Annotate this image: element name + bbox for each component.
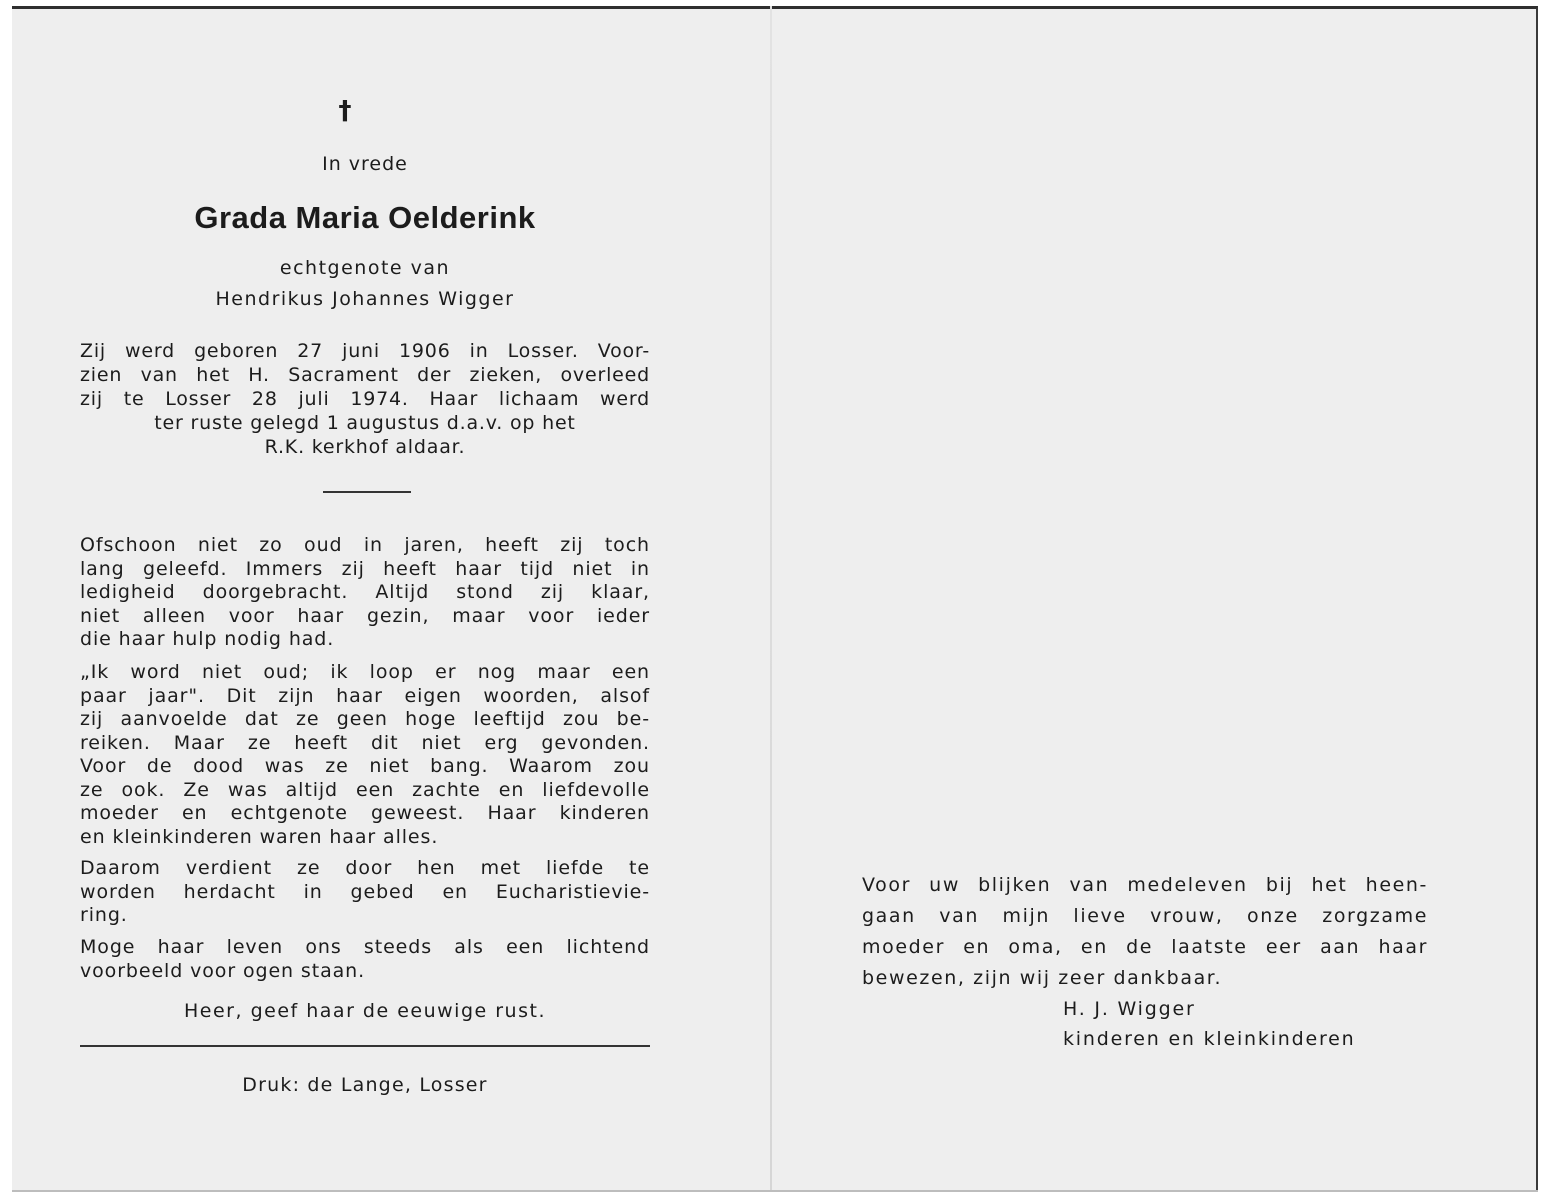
tribute-line: paar jaar". Dit zijn haar eigen woorden, alsof (80, 684, 650, 707)
deceased-name: Grada Maria Oelderink (194, 200, 536, 235)
bio-line: ter ruste gelegd 1 augustus d.a.v. op het (154, 412, 576, 434)
bio-line: zien van het H. Sacrament der zieken, overleed (80, 364, 650, 386)
spouse-name: Hendrikus Johannes Wigger (215, 288, 515, 310)
bio-line: zij te Losser 28 juli 1974. Haar lichaam werd (80, 388, 650, 410)
tribute-line: „Ik word niet oud; ik loop er nog maar een (80, 661, 650, 683)
tribute-line: ze ook. Ze was altijd een zachte en liefdevolle (80, 778, 650, 801)
printer-credit: Druk: de Lange, Losser (242, 1074, 488, 1096)
signature-family: kinderen en kleinkinderen (1063, 1028, 1356, 1050)
tribute-line: moeder en echtgenote geweest. Haar kinderen (80, 802, 650, 824)
tribute-line: reiken. Maar ze heeft dit niet erg gevonden. (80, 731, 650, 754)
tribute-line: Daarom verdient ze door hen met liefde te (80, 857, 650, 879)
tribute-line: zij aanvoelde dat ze geen hoge leeftijd zou be- (80, 708, 650, 730)
tribute-line: ring. (80, 904, 128, 926)
spouse-label: echtgenote van (279, 257, 451, 279)
closing-prayer: Heer, geef haar de eeuwige rust. (184, 1000, 546, 1022)
thanks-line: bewezen, zijn wij zeer dankbaar. (862, 967, 1223, 989)
tribute-paragraph-4 (80, 936, 650, 983)
tribute-paragraph-2 (80, 661, 650, 849)
tribute-line: niet alleen voor haar gezin, maar voor ieder (80, 604, 650, 627)
bio-line: Zij werd geboren 27 juni 1906 in Losser. Voor- (80, 340, 650, 362)
signature-name: H. J. Wigger (1063, 998, 1196, 1020)
tribute-line: Voor de dood was ze niet bang. Waarom zou (80, 755, 650, 777)
long-divider (80, 1045, 650, 1047)
tribute-paragraph-3 (80, 857, 650, 928)
tribute-line: die haar hulp nodig had. (80, 628, 335, 650)
thanks-line: gaan van mijn lieve vrouw, onze zorgzame (862, 905, 1428, 927)
thanks-line: moeder en oma, en de laatste eer aan haar (862, 936, 1428, 958)
in-vrede-heading: In vrede (322, 153, 408, 175)
biography-block (80, 339, 650, 459)
card-fold (770, 6, 772, 1192)
tribute-line: Ofschoon niet zo oud in jaren, heeft zij toch (80, 534, 650, 556)
tribute-paragraph-1 (80, 534, 650, 652)
tribute-line: voorbeeld voor ogen staan. (80, 959, 366, 982)
cross-icon: † (338, 96, 352, 126)
tribute-line: Moge haar leven ons steeds als een lichtend (80, 936, 650, 958)
card-bottom-edge (12, 1190, 1538, 1192)
tribute-line: en kleinkinderen waren haar alles. (80, 825, 439, 848)
thank-you-message (862, 870, 1428, 994)
thanks-line: Voor uw blijken van medeleven bij het heen- (862, 874, 1428, 896)
tribute-line: lang geleefd. Immers zij heeft haar tijd niet in (80, 557, 650, 580)
tribute-line: worden herdacht in gebed en Eucharistievie- (80, 880, 650, 903)
tribute-line: ledigheid doorgebracht. Altijd stond zij klaar, (80, 581, 650, 603)
short-divider (323, 491, 411, 493)
bio-line: R.K. kerkhof aldaar. (264, 436, 466, 458)
